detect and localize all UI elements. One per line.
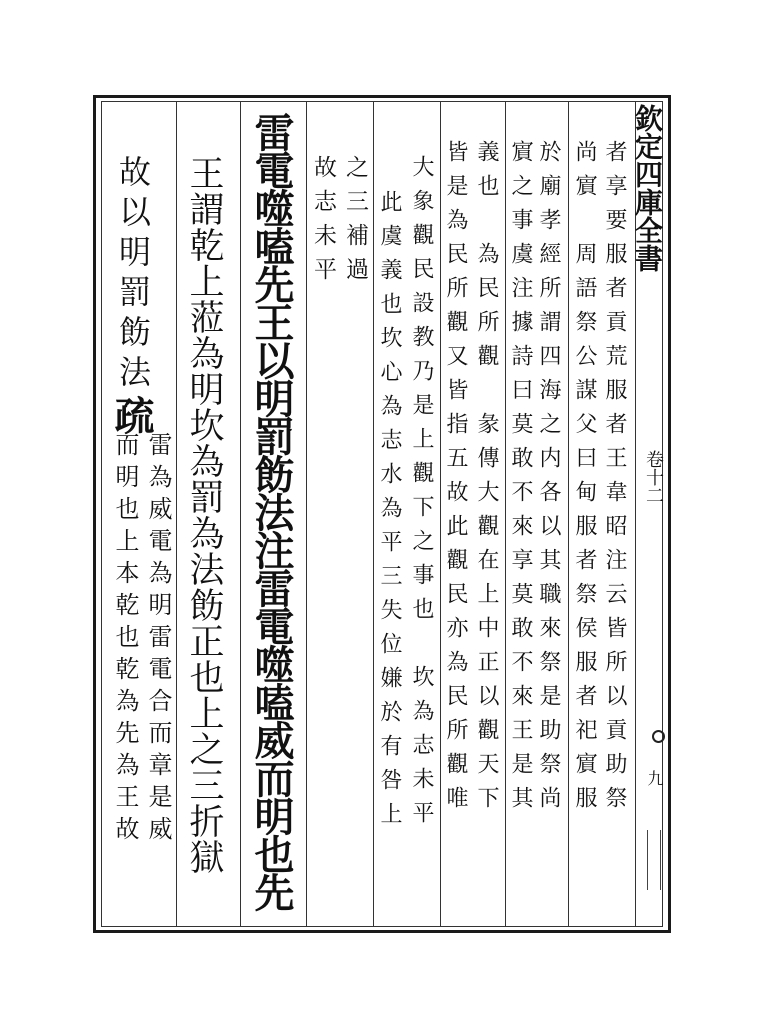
text-column: 而明也上本乾也乾為先為王故 [111,432,139,848]
text-column: 王謂乾上蒞為明坎為罰為法飭正也上之三折獄 [184,155,224,875]
text-column: 此虞義也坎心為志水為平三失位嫌於有咎上 [377,190,402,836]
column-divider [373,101,374,927]
text-column: 尚賔 周語祭公謀父曰甸服者祭侯服者祀賔服 [572,140,597,820]
column-divider [306,101,307,927]
circle-mark [652,730,665,743]
column-divider [505,101,506,927]
text-column: 皆是為民所觀又皆指五故此觀民亦為民所觀唯 [443,140,468,820]
text-column: 者享要服者貢荒服者王韋昭注云皆所以貢助祭 [602,140,627,820]
page-number: 九 [645,770,664,786]
text-column: 於廟孝經所謂四海之内各以其職來祭是助祭尚 [536,140,561,820]
text-column: 義也 為民所觀 彖傳大觀在上中正以觀天下 [474,140,499,820]
text-column: 故以明罰飭法 [114,155,152,395]
column-divider [176,101,177,927]
text-column-main: 雷電噬嗑先王以明罰飭法注雷電噬嗑威而明也先 [248,112,295,910]
text-column: 賔之事虞注據詩曰莫敢不來享莫敢不來王是其 [508,140,533,820]
text-column: 雷為威電為明雷電合而章是威 [144,432,172,848]
column-divider [440,101,441,927]
book-title: 欽定四庫全書 [631,104,664,272]
volume-label: 卷十二 [643,450,664,504]
commentary-mark: 疏 [108,395,155,439]
column-divider [240,101,241,927]
column-divider [568,101,569,927]
text-column: 之三補過 [342,155,368,291]
text-column: 故志未平 [310,155,336,291]
fold-mark [647,830,661,890]
text-column: 大象觀民設教乃是上觀下之事也 坎為志未平 [409,155,434,835]
